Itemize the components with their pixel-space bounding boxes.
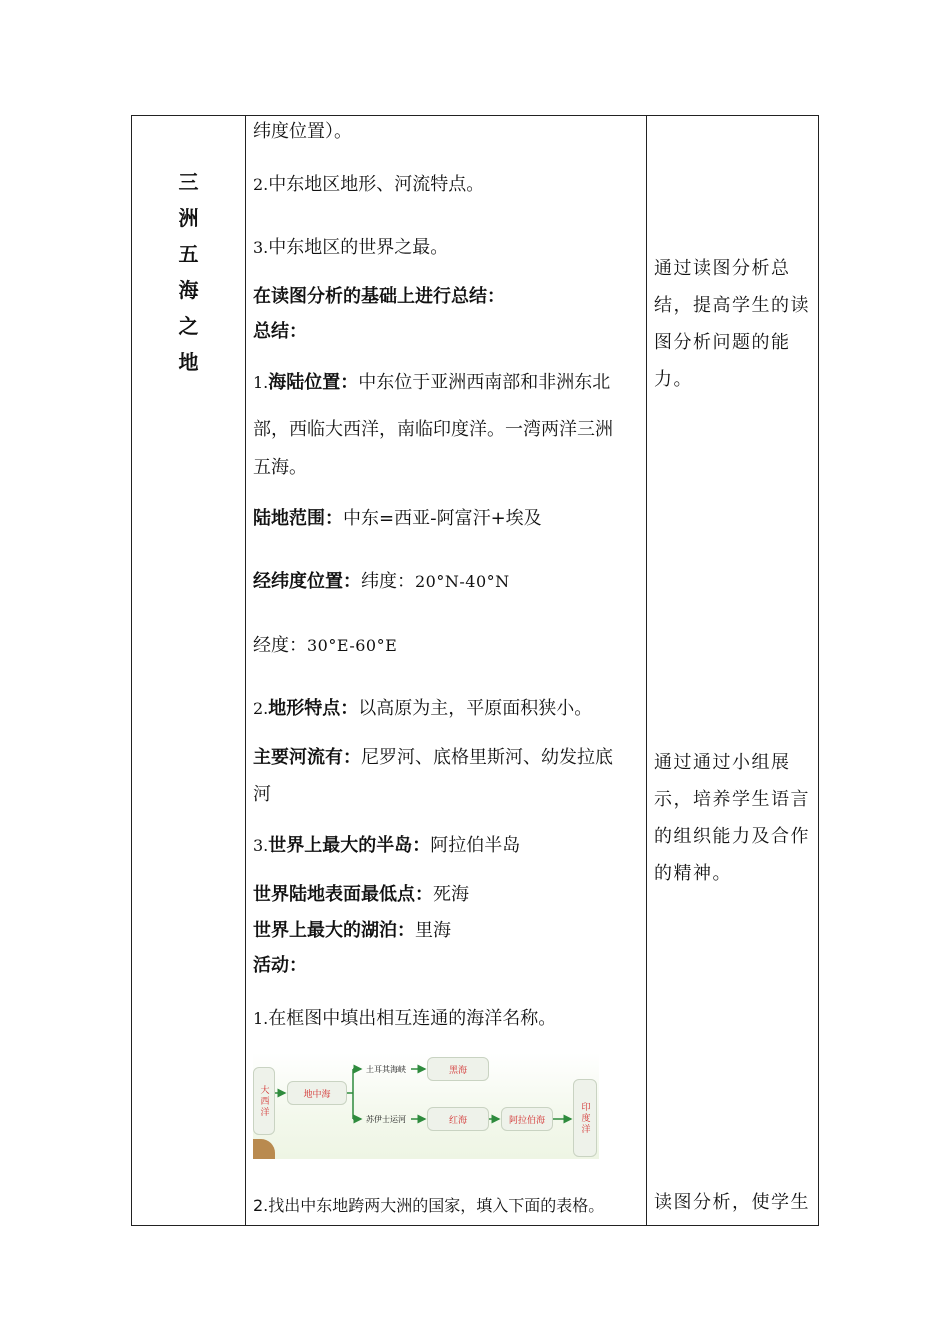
text-line: 活动： (253, 955, 307, 976)
text-line: 3.世界上最大的半岛：阿拉伯半岛 (253, 835, 521, 856)
arabian-sea-box: 阿拉伯海 (501, 1107, 553, 1131)
black-sea-box: 黑海 (427, 1057, 489, 1081)
intent-line: 结，提高学生的读 (654, 295, 810, 316)
text-line: 陆地范围：中东=西亚-阿富汗+埃及 (253, 508, 542, 529)
text-line: 河 (253, 784, 271, 805)
intent-line: 通过读图分析总 (654, 258, 791, 279)
suez-canal-label: 苏伊士运河 (366, 1114, 406, 1124)
text-line: 五海。 (253, 457, 307, 478)
section-title-char: 海 (178, 278, 199, 302)
design-intent-2 (654, 744, 816, 892)
section-title-char: 五 (178, 242, 199, 266)
column-divider (646, 116, 647, 1225)
text-line: 2.地形特点：以高原为主，平原面积狭小。 (253, 698, 593, 719)
atlantic-ocean-box: 大西洋 (253, 1067, 275, 1135)
intent-line: 通过通过小组展 (654, 752, 791, 773)
text-line: 1.海陆位置：中东位于亚洲西南部和非洲东北 (253, 372, 611, 393)
text-line: 总结： (253, 321, 307, 342)
turkish-straits-label: 土耳其海峡 (366, 1064, 406, 1074)
text-line: 世界上最大的湖泊：里海 (253, 920, 451, 941)
design-intent-1 (654, 250, 816, 398)
section-title-char: 地 (178, 350, 199, 374)
intent-line: 的组织能力及合作 (654, 826, 810, 847)
ocean-flowchart (253, 1053, 599, 1159)
intent-line: 读图分析，使学生 (654, 1192, 810, 1213)
text-line: 3.中东地区的世界之最。 (253, 237, 449, 258)
text-line: 主要河流有：尼罗河、底格里斯河、幼发拉底 (253, 747, 613, 768)
text-line: 世界陆地表面最低点：死海 (253, 884, 469, 905)
design-intent-3 (654, 1184, 816, 1221)
lesson-table (131, 115, 819, 1226)
section-title-char: 之 (178, 314, 199, 338)
mediterranean-box: 地中海 (287, 1081, 347, 1105)
intent-line: 示，培养学生语言 (654, 789, 810, 810)
text-line: 1.在框图中填出相互连通的海洋名称。 (253, 1008, 557, 1029)
intent-line: 图分析问题的能 (654, 332, 791, 353)
intent-line: 的精神。 (654, 863, 732, 884)
text-line: 部，西临大西洋，南临印度洋。一湾两洋三洲 (253, 419, 613, 440)
text-line: 在读图分析的基础上进行总结： (253, 286, 505, 307)
text-line: 经度：30°E-60°E (253, 635, 398, 656)
section-title-char: 洲 (178, 206, 199, 230)
text-line: 纬度位置）。 (253, 121, 352, 142)
red-sea-box: 红海 (427, 1107, 489, 1131)
text-line: 2.找出中东地跨两大洲的国家，填入下面的表格。 (253, 1196, 605, 1215)
intent-line: 力。 (654, 369, 693, 390)
section-title-char: 三 (178, 170, 199, 194)
column-divider (245, 116, 246, 1225)
section-title (132, 164, 245, 380)
indian-ocean-box: 印度洋 (573, 1079, 597, 1157)
text-line: 2.中东地区地形、河流特点。 (253, 174, 485, 195)
flowchart-arrows (253, 1053, 599, 1159)
text-line: 经纬度位置：纬度：20°N-40°N (253, 571, 510, 592)
